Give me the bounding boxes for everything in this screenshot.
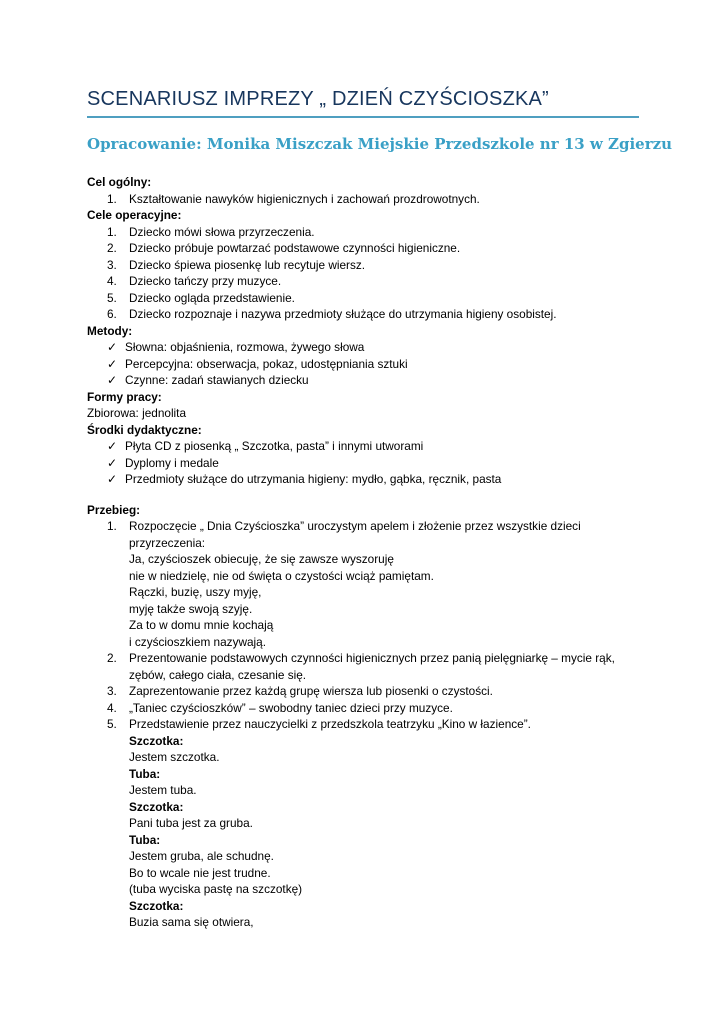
section-heading-srodki: Środki dydaktyczne: [87, 422, 202, 437]
check-mark-icon: ✓ [107, 455, 118, 470]
list-item [87, 306, 687, 323]
list-text: Dziecko mówi słowa przyrzeczenia. [129, 224, 315, 239]
author-subtitle: Opracowanie: Monika Miszczak Miejskie Przedszkole nr 13 w Zgierzu [87, 135, 673, 153]
przebieg-list [87, 518, 687, 931]
dialogue-line: Jestem tuba. [129, 783, 197, 797]
list-text: „Taniec czyścioszków” – swobodny taniec dzieci przy muzyce. [129, 700, 453, 715]
verse-line: myję także swoją szyję. [129, 601, 253, 616]
speaker-label: Szczotka: [129, 799, 184, 814]
list-text: Prezentowanie podstawowych czynności higienicznych przez panią pielęgniarkę – mycie rąk, [129, 651, 615, 665]
list-number: 3. [107, 684, 117, 698]
speaker-label: Tuba: [129, 766, 161, 781]
list-text: Dziecko ogląda przedstawienie. [129, 290, 295, 305]
verse-line: Ja, czyścioszek obiecuję, że się zawsze wyszoruję [129, 552, 394, 566]
check-mark-icon: ✓ [107, 356, 118, 371]
list-text: Przedmioty służące do utrzymania higieny: mydło, gąbka, ręcznik, pasta [125, 472, 502, 486]
list-text: Zaprezentowanie przez każdą grupę wiersza lub piosenki o czystości. [129, 684, 493, 698]
verse-line: nie w niedzielę, nie od święta o czystości wciąż pamiętam. [129, 568, 434, 583]
list-number: 5. [107, 290, 117, 305]
check-mark-icon: ✓ [107, 472, 118, 486]
formy-pracy-text: Zbiorowa: jednolita [87, 406, 187, 420]
section-heading-metody: Metody: [87, 323, 133, 338]
dialogue-line: Jestem szczotka. [129, 750, 220, 764]
list-text: Percepcyjna: obserwacja, pokaz, udostępniania sztuki [125, 356, 408, 371]
list-item [87, 224, 687, 241]
check-mark-icon: ✓ [107, 439, 118, 453]
list-item [87, 438, 687, 455]
dialogue-line: (tuba wyciska pastę na szczotkę) [129, 882, 303, 896]
dialogue-line: Jestem gruba, ale schudnę. [129, 849, 274, 863]
speaker-label: Szczotka: [129, 898, 184, 913]
list-number: 6. [107, 307, 117, 321]
list-number: 5. [107, 717, 117, 731]
check-mark-icon: ✓ [107, 340, 118, 354]
list-text: Czynne: zadań stawianych dziecku [125, 373, 309, 387]
dialogue-line: Bo to wcale nie jest trudne. [129, 865, 271, 880]
srodki-list [87, 438, 687, 488]
list-number: 4. [107, 274, 117, 288]
list-text: Dziecko śpiewa piosenkę lub recytuje wiersz. [129, 257, 366, 272]
document-title: SCENARIUSZ IMPREZY „ DZIEŃ CZYŚCIOSZKA” [87, 88, 549, 110]
verse-line: Za to w domu mnie kochają [129, 618, 274, 632]
cele-operacyjne-list [87, 224, 687, 323]
section-heading-formy-pracy: Formy pracy: [87, 389, 162, 404]
list-item [87, 471, 687, 488]
list-text: zębów, całego ciała, czesanie się. [129, 667, 307, 682]
list-text: przyrzeczenia: [129, 535, 206, 550]
metody-list [87, 339, 687, 389]
list-item [87, 356, 687, 373]
list-item [87, 257, 687, 274]
list-item [87, 650, 687, 683]
list-number: 1. [107, 191, 117, 206]
list-number: 2. [107, 241, 117, 255]
speaker-label: Szczotka: [129, 733, 184, 748]
dialogue-line: Pani tuba jest za gruba. [129, 816, 253, 830]
check-mark-icon: ✓ [107, 373, 118, 387]
document-body [87, 174, 687, 931]
list-number: 1. [107, 224, 117, 239]
list-text: Rozpoczęcie „ Dnia Czyścioszka” uroczystym apelem i złożenie przez wszystkie dzieci [129, 519, 581, 533]
list-item [87, 700, 687, 717]
list-number: 3. [107, 257, 117, 272]
section-heading-cel-ogolny: Cel ogólny: [87, 175, 152, 189]
cel-ogolny-list [87, 191, 687, 208]
list-item [87, 518, 687, 650]
list-item [87, 372, 687, 389]
section-heading-cele-operacyjne: Cele operacyjne: [87, 208, 182, 222]
section-heading-przebieg: Przebieg: [87, 502, 141, 517]
list-item [87, 455, 687, 472]
list-item [87, 273, 687, 290]
list-item [87, 290, 687, 307]
list-text: Dziecko tańczy przy muzyce. [129, 274, 282, 288]
title-underline [87, 116, 639, 118]
dialogue-line: Buzia sama się otwiera, [129, 915, 254, 929]
list-item [87, 716, 687, 931]
list-text: Kształtowanie nawyków higienicznych i zachowań prozdrowotnych. [129, 191, 480, 206]
list-text: Dziecko próbuje powtarzać podstawowe czynności higieniczne. [129, 241, 461, 255]
verse-line: Rączki, buzię, uszy myję, [129, 585, 262, 599]
list-number: 1. [107, 519, 117, 533]
list-item [87, 339, 687, 356]
list-text: Słowna: objaśnienia, rozmowa, żywego słowa [125, 340, 365, 354]
speaker-label: Tuba: [129, 832, 161, 847]
list-item [87, 240, 687, 257]
spacer [87, 488, 687, 502]
list-item [87, 191, 687, 208]
list-number: 4. [107, 700, 117, 715]
list-text: Płyta CD z piosenką „ Szczotka, pasta” i innymi utworami [125, 439, 424, 453]
list-number: 2. [107, 651, 117, 665]
list-text: Dyplomy i medale [125, 455, 219, 470]
list-text: Przedstawienie przez nauczycielki z przedszkola teatrzyku „Kino w łazience”. [129, 717, 531, 731]
list-text: Dziecko rozpoznaje i nazywa przedmioty służące do utrzymania higieny osobistej. [129, 307, 557, 321]
list-item [87, 683, 687, 700]
verse-line: i czyścioszkiem nazywają. [129, 634, 267, 649]
